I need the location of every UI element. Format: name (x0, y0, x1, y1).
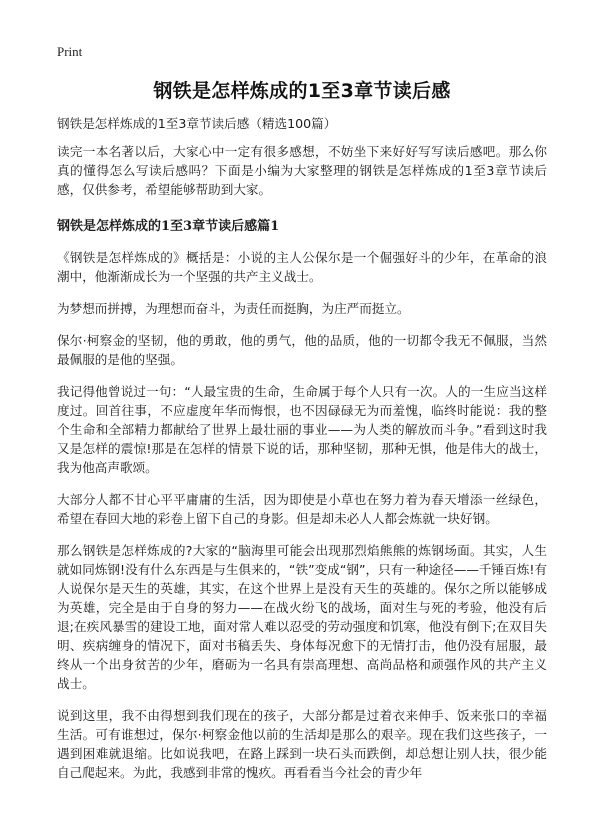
body-paragraph: 保尔·柯察金的坚韧，他的勇敢，他的勇气，他的品质，他的一切都令我无不佩服，当然最佩服的是他的坚强。 (57, 333, 547, 367)
article-subtitle: 钢铁是怎样炼成的1至3章节读后感（精选100篇） (57, 116, 337, 131)
section-heading: 钢铁是怎样炼成的1至3章节读后感篇1 (57, 219, 280, 234)
body-paragraph: 我记得他曾说过一句：“人最宝贵的生命，生命属于每个人只有一次。人的一生应当这样度过。回首往事，不应虚度年华而悔恨，也不因碌碌无为而羞愧，临终时能说：我的整个生命和全部精力都献给了世界上最壮丽的事业——为人类的解放而斗争。”看到这时我又是怎样的震惊!那是在怎样的情景下说的话，那种坚韧，那种无惧，他是伟大的战士，我为他高声歌颂。 (57, 384, 547, 475)
intro-paragraph: 读完一本名著以后，大家心中一定有很多感想，不妨坐下来好好写写读后感吧。那么你真的懂得怎么写读后感吗？下面是小编为大家整理的钢铁是怎样炼成的1至3章节读后感，仅供参考，希望能够帮助到大家。 (57, 144, 547, 197)
page-title: 钢铁是怎样炼成的1至3章节读后感 (153, 80, 451, 102)
print-link[interactable]: Print (57, 44, 83, 59)
body-paragraph: 说到这里，我不由得想到我们现在的孩子，大部分都是过着衣来伸手、饭来张口的幸福生活。可有谁想过，保尔·柯察金他以前的生活却是那么的艰辛。现在我们这些孩子，一遇到困难就退缩。比如说我吧，在路上踩到一块石头而跌倒，却总想让别人扶，很少能自己爬起来。为此，我感到非常的愧疚。再看看当今社会的青少年 (57, 708, 547, 780)
body-paragraph: 为梦想而拼搏，为理想而奋斗，为责任而挺胸，为庄严而挺立。 (57, 301, 410, 316)
body-paragraph: 大部分人都不甘心平平庸庸的生活，因为即使是小草也在努力着为春天增添一丝绿色，希望在春回大地的彩卷上留下自己的身影。但是却未必人人都会炼就一块好钢。 (57, 492, 547, 526)
body-paragraph: 《钢铁是怎样炼成的》概括是：小说的主人公保尔是一个倔强好斗的少年，在革命的浪潮中，他渐渐成长为一个坚强的共产主义战士。 (57, 250, 547, 284)
body-paragraph: 那么钢铁是怎样炼成的?大家的“脑海里可能会出现那烈焰熊熊的炼钢场面。其实，人生就如同炼钢!没有什么东西是与生俱来的，“铁”变成“钢”，只有一种途径——千锤百炼!有人说保尔是天生的英雄，其实，在这个世界上是没有天生的英雄的。保尔之所以能够成为英雄，完全是由于自身的努力——在战火纷飞的战场，面对生与死的考验，他没有后退;在疾风暴雪的建设工地，面对常人难以忍受的劳动强度和饥寒，他没有倒下;在双目失明、疾病缠身的情况下，面对书稿丢失、身体每况愈下的无情打击，他仍没有屈服，最终从一个出身贫苦的少年，磨砺为一名具有崇高理想、高尚品格和顽强作风的共产主义战士。 (57, 543, 547, 691)
